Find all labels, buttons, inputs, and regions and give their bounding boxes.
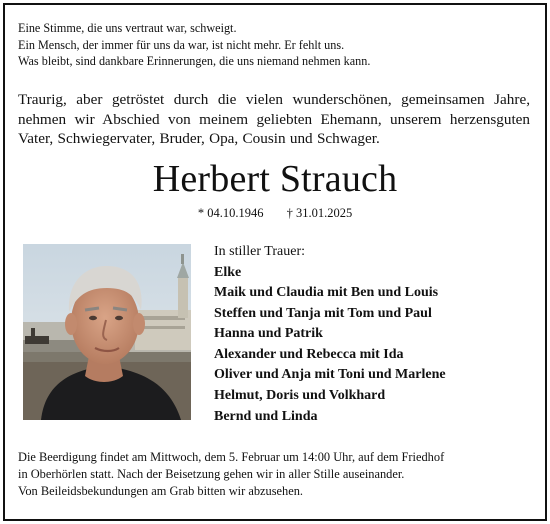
funeral-line: in Oberhörlen statt. Nach der Beisetzung gehen wir in aller Stille auseinander.: [18, 466, 405, 481]
mourner-entry: Helmut, Doris und Volkhard: [214, 388, 386, 404]
mourner-entry: Maik und Claudia mit Ben und Louis: [214, 285, 439, 301]
mourner-entry: Hanna und Patrik: [214, 326, 323, 342]
intro-line: Was bleibt, sind dankbare Erinnerungen, die uns niemand nehmen kann.: [18, 54, 371, 68]
death-date: † 31.01.2025: [286, 206, 353, 220]
mourner-entry: Steffen und Tanja mit Tom und Paul: [214, 305, 432, 321]
mourner-entry: Bernd und Linda: [214, 408, 318, 424]
intro-line: Ein Mensch, der immer für uns da war, ist nicht mehr. Er fehlt uns.: [18, 37, 345, 52]
mourner-entry: Elke: [214, 264, 242, 280]
deceased-name: Herbert Strauch: [152, 158, 398, 200]
mourner-entry: Oliver und Anja mit Toni und Marlene: [214, 367, 446, 383]
mourners-heading: In stiller Trauer:: [214, 244, 305, 259]
mourners-list: [214, 242, 446, 427]
funeral-details: [18, 449, 538, 499]
lead-paragraph: Traurig, aber getröstet durch die vielen wunderschönen, gemeinsamen Jahre, nehmen wir Abschied von meinem geliebten Ehemann, unserem herzensguten Vater, Schwiegervater, Bruder, Opa, Cousin und Schwager.: [18, 91, 530, 148]
birth-date: * 04.10.1946: [197, 206, 264, 220]
funeral-line: Die Beerdigung findet am Mittwoch, dem 5. Februar um 14:00 Uhr, auf dem Friedhof: [18, 450, 445, 464]
portrait-illustration: [23, 244, 191, 420]
portrait-photo: [23, 244, 191, 420]
intro-line: Eine Stimme, die uns vertraut war, schweigt.: [18, 21, 237, 35]
life-dates: [0, 206, 550, 221]
mourner-entry: Alexander und Rebecca mit Ida: [214, 346, 404, 362]
funeral-line: Von Beileidsbekundungen am Grab bitten wir abzusehen.: [18, 483, 304, 498]
intro-verse: [18, 20, 528, 70]
